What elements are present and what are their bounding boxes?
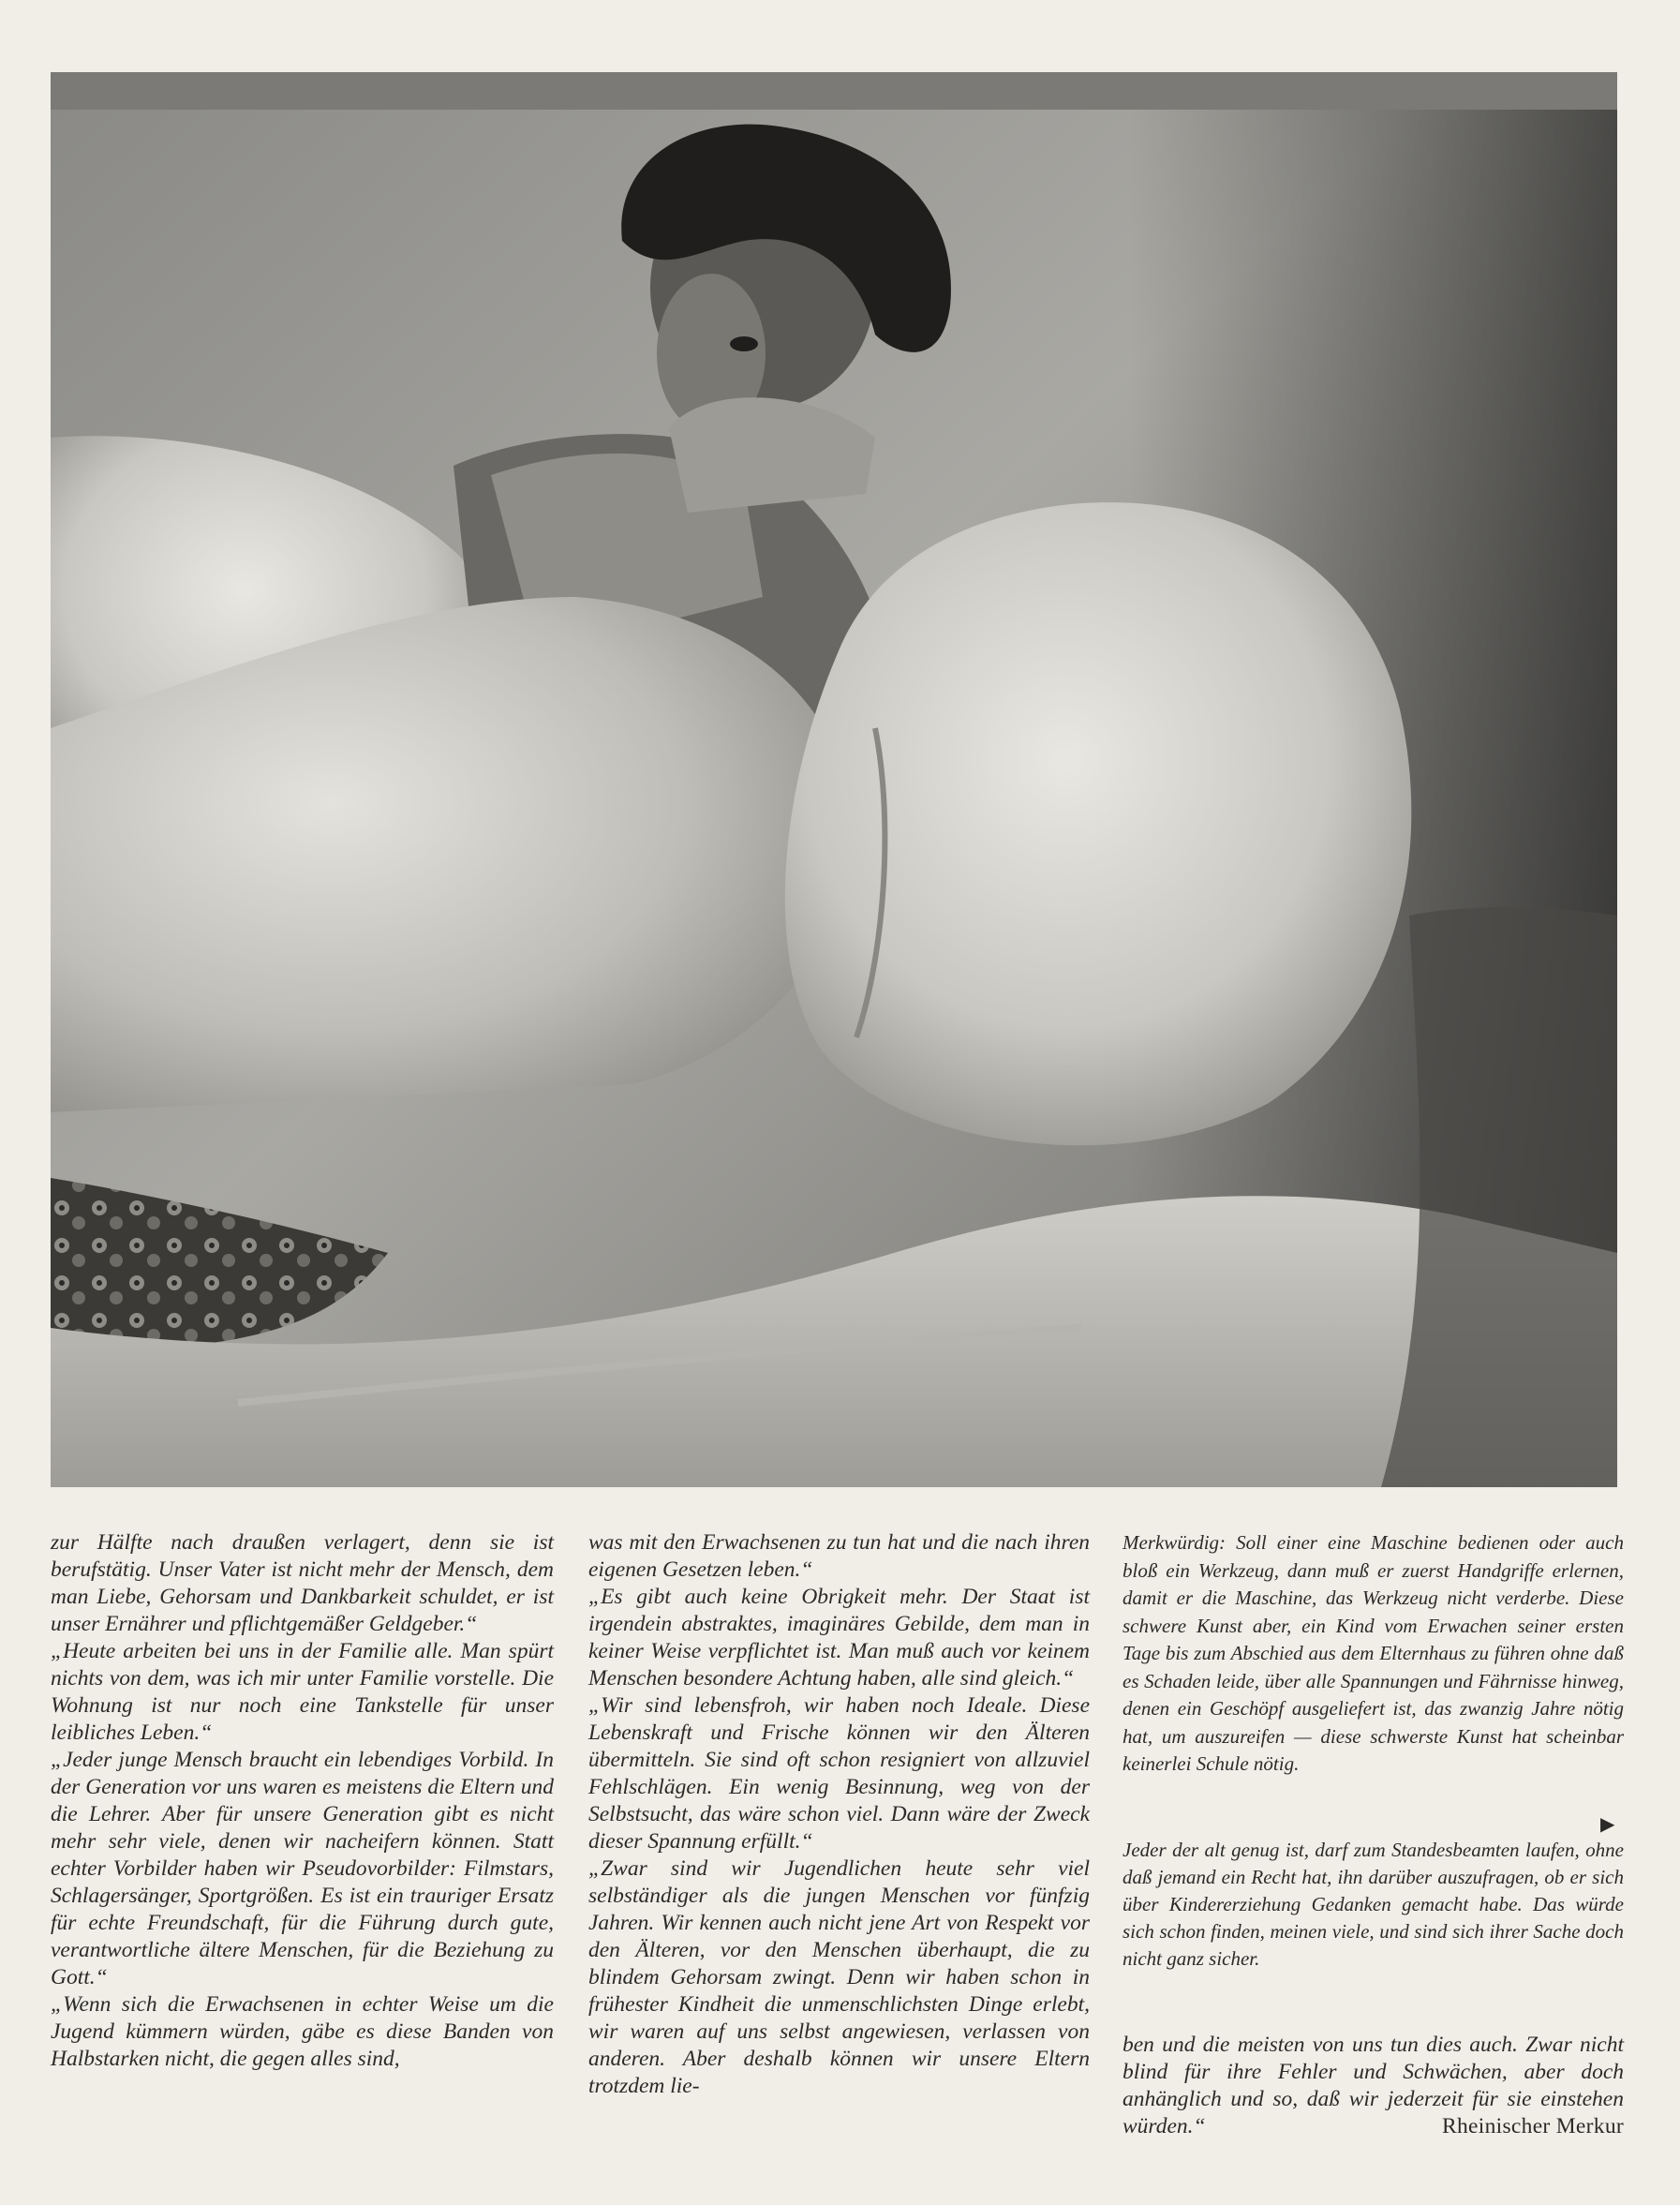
text-column-1 (51, 1529, 554, 2073)
text-column-3 (1122, 1529, 1624, 1779)
paragraph: „Es gibt auch keine Obrigkeit mehr. Der Staat ist irgendein abstraktes, imaginäres Gebilde, dem man in keiner Weise verpflichtet ist. Man muß auch vor keinem Menschen besondere Achtung haben, alle sind gleich.“ (588, 1585, 1090, 1691)
paragraph: „Wenn sich die Erwachsenen in echter Weise um die Jugend kümmern würden, gäbe es diese Banden von Halbstarken nicht, die gegen alles sind, (51, 1992, 554, 2071)
paragraph: „Jeder junge Mensch braucht ein lebendiges Vorbild. In der Generation vor uns waren es meistens die Eltern und die Lehrer. Aber für unsere Generation gibt es nicht mehr sehr viele, denen wir nacheifern können. Statt echter Vorbilder haben wir Pseudovorbilder: Filmstars, Schlagersänger, Sportgrößen. Es ist ein trauriger Ersatz für echte Freundschaft, für die Führung durch gute, verantwortliche ältere Menschen, für die Beziehung zu Gott.“ (51, 1748, 554, 1989)
paragraph: Jeder der alt genug ist, darf zum Standesbeamten laufen, ohne daß jemand ein Recht hat, ihn darüber auszufragen, ob er sich über Kindererziehung Gedanken gemacht habe. Das würde sich schon finden, meinen viele, und sind sich ihrer Sache doch nicht ganz sicher. (1122, 1839, 1624, 1970)
text-column-2 (588, 1529, 1090, 2100)
paragraph: „Wir sind lebensfroh, wir haben noch Ideale. Diese Lebenskraft und Frische können wir den Älteren übermitteln. Sie sind oft schon resigniert von allzuviel Fehlschlägen. Ein wenig Besinnung, weg von der Selbstsucht, das wäre schon viel. Dann wäre der Zweck dieser Spannung erfüllt.“ (588, 1693, 1090, 1854)
paragraph (1122, 2032, 1624, 2140)
continue-arrow-icon: ▶ (1600, 1812, 1615, 1835)
paragraph: was mit den Erwachsenen zu tun hat und die nach ihren eigenen Gesetzen leben.“ (588, 1530, 1090, 1582)
source-attribution: Rheinischer Merkur (1442, 2114, 1624, 2138)
column3-quote-ending (1122, 2032, 1624, 2140)
editorial-continuation (1122, 1837, 1624, 1973)
photograph-young-person-in-bed (51, 72, 1617, 1487)
editorial-paragraph: Merkwürdig: Soll einer eine Maschine bedienen oder auch bloß ein Werkzeug, dann muß er zuerst Handgriffe erlernen, damit er die Maschine, das Werkzeug nicht verderbe. Diese schwere Kunst aber, ein Kind vom Erwachen seiner ersten Tage bis zum Abschied aus dem Elternhaus zu führen ohne daß es Schaden leide, über alle Spannungen und Fährnisse hinweg, denen ein Geschöpf ausgeliefert ist, das zwanzig Jahre nötig hat, um auszureifen — diese schwerste Kunst hat scheinbar keinerlei Schule nötig. (1122, 1531, 1624, 1775)
paragraph: „Heute arbeiten bei uns in der Familie alle. Man spürt nichts von dem, was ich mir unter Familie vorstelle. Die Wohnung ist nur noch eine Tankstelle für unser leibliches Leben.“ (51, 1639, 554, 1745)
quote-ending-text: ben und die meisten von uns tun dies auch. Zwar nicht blind für ihre Fehler und Schwächen, aber doch anhänglich und so, daß wir jederzeit für sie einstehen würden.“ (1122, 2033, 1624, 2138)
paragraph: „Zwar sind wir Jugendlichen heute sehr viel selbständiger als die jungen Menschen vor fünfzig Jahren. Wir kennen auch nicht jene Art von Respekt vor den Älteren, vor den Menschen überhaupt, die zu blindem Gehorsam zwingt. Denn wir haben schon in frühester Kindheit die unmenschlichsten Dinge erlebt, wir waren auf uns selbst angewiesen, verlassen von anderen. Aber deshalb können wir unsere Eltern trotzdem lie- (588, 1856, 1090, 2098)
paragraph: zur Hälfte nach draußen verlagert, denn sie ist berufstätig. Unser Vater ist nicht mehr der Mensch, dem man Liebe, Gehorsam und Dankbarkeit schuldet, er ist unser Ernährer und pflichtgemäßer Geldgeber.“ (51, 1530, 554, 1636)
